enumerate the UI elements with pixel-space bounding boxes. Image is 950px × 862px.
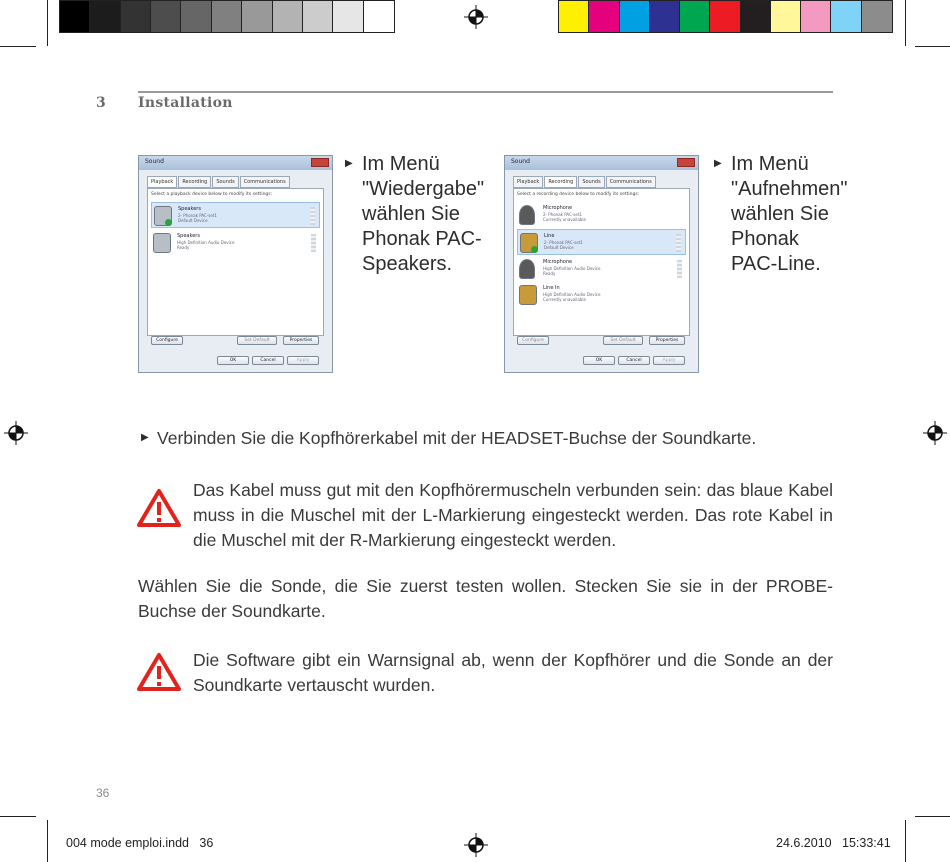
color-swatch — [650, 1, 680, 32]
crop-mark — [0, 816, 36, 817]
bullet-arrow-icon: ▶ — [141, 432, 149, 443]
grayscale-bar — [59, 0, 395, 33]
color-swatch — [151, 1, 181, 32]
callout-playback: Im Menü "Wiedergabe" wählen Sie Phonak PAC-Speakers. — [362, 153, 485, 275]
level-meter — [310, 207, 315, 225]
device-status: 2- Phonak PAC-set1 Default Device — [544, 240, 583, 250]
device-item — [517, 202, 686, 228]
page-number: 36 — [96, 786, 110, 800]
configure-button: Configure — [151, 336, 183, 345]
instruction-connect-headset: Verbinden Sie die Kopfhörerkabel mit der HEADSET-Buchse der Soundkarte. — [157, 428, 757, 448]
color-swatch — [831, 1, 861, 32]
chapter-number: 3 — [96, 95, 107, 111]
crop-mark — [915, 46, 950, 47]
color-swatch — [60, 1, 90, 32]
default-check-icon — [531, 246, 538, 253]
registration-mark-icon — [4, 421, 28, 445]
color-swatch — [771, 1, 801, 32]
registration-mark-icon — [464, 833, 488, 857]
device-item — [517, 256, 686, 282]
device-status: 2- Phonak PAC-set1 Currently unavailable — [543, 212, 586, 222]
cancel-button: Cancel — [618, 356, 650, 365]
cancel-button: Cancel — [252, 356, 284, 365]
warning-icon — [136, 488, 182, 528]
tab-recording: Recording — [178, 176, 211, 188]
warning-cable-text: Das Kabel muss gut mit den Kopfhörermuscheln verbunden sein: das blaue Kabel muss in die Muschel mit der L-Markierung eingesteckt werden. Das rote Kabel in die Muschel mit der R-Markierung eingesteckt werden. — [193, 480, 833, 550]
device-name: Microphone — [543, 205, 573, 211]
default-check-icon — [165, 219, 172, 226]
device-status: High Definition Audio Device Ready — [177, 240, 235, 250]
color-swatch — [862, 1, 892, 32]
device-item — [517, 282, 686, 308]
device-item — [517, 229, 686, 255]
configure-button: Configure — [517, 336, 549, 345]
color-swatch — [273, 1, 303, 32]
tab-recording: Recording — [544, 176, 577, 188]
color-bar — [558, 0, 893, 33]
callout-recording: Im Menü "Aufnehmen" wählen Sie Phonak PAC-Line. — [731, 153, 848, 275]
tab-bar — [147, 176, 290, 188]
bullet-arrow-icon: ▶ — [345, 158, 353, 169]
color-swatch — [181, 1, 211, 32]
color-swatch — [121, 1, 151, 32]
microphone-icon — [519, 259, 535, 279]
registration-mark-icon — [464, 5, 488, 29]
tab-playback: Playback — [513, 176, 543, 188]
level-meter — [677, 260, 682, 278]
window-titlebar — [505, 156, 698, 170]
crop-mark — [47, 820, 48, 862]
crop-mark — [905, 0, 906, 46]
color-swatch — [710, 1, 740, 32]
color-swatch — [242, 1, 272, 32]
tab-sounds: Sounds — [212, 176, 238, 188]
level-meter — [676, 234, 681, 252]
color-swatch — [589, 1, 619, 32]
registration-mark-icon — [923, 421, 947, 445]
screenshot-playback — [138, 155, 333, 373]
ok-button: OK — [583, 356, 615, 365]
color-swatch — [364, 1, 394, 32]
color-swatch — [741, 1, 771, 32]
color-swatch — [559, 1, 589, 32]
crop-mark — [0, 46, 36, 47]
set-default-button: Set Default — [237, 336, 277, 345]
slug-file-info: 004 mode emploi.indd 36 — [66, 836, 214, 850]
device-item — [151, 230, 320, 256]
slug-date-time: 24.6.2010 15:33:41 — [776, 836, 891, 850]
close-icon — [677, 158, 695, 167]
speaker-icon — [153, 233, 171, 253]
window-title: Sound — [145, 158, 164, 165]
device-status: 2- Phonak PAC-set1 Default Device — [178, 213, 217, 223]
color-swatch — [680, 1, 710, 32]
bullet-arrow-icon: ▶ — [714, 158, 722, 169]
microphone-icon — [519, 205, 535, 225]
device-item — [151, 202, 320, 228]
level-meter — [311, 234, 316, 252]
apply-button: Apply — [653, 356, 685, 365]
instruction-text: Select a playback device below to modify its settings: — [151, 192, 273, 197]
screenshot-recording — [504, 155, 699, 373]
crop-mark — [47, 0, 48, 46]
chapter-title: Installation — [138, 95, 233, 111]
tab-sounds: Sounds — [578, 176, 604, 188]
crop-mark — [915, 816, 950, 817]
tab-communications: Communications — [606, 176, 656, 188]
properties-button: Properties — [649, 336, 685, 345]
color-swatch — [303, 1, 333, 32]
color-swatch — [333, 1, 363, 32]
device-name: Line In — [543, 285, 560, 291]
tab-bar — [513, 176, 656, 188]
device-name: Line — [544, 233, 555, 239]
color-swatch — [212, 1, 242, 32]
tab-playback: Playback — [147, 176, 177, 188]
device-status: High Definition Audio Device Ready — [543, 266, 601, 276]
warning-swap-text: Die Software gibt ein Warnsignal ab, wenn der Kopfhörer und die Sonde an der Soundkarte vertauscht wurden. — [193, 650, 833, 695]
properties-button: Properties — [283, 336, 319, 345]
header-rule — [138, 91, 833, 93]
device-status: High Definition Audio Device Currently unavailable — [543, 292, 601, 302]
set-default-button: Set Default — [603, 336, 643, 345]
color-swatch — [801, 1, 831, 32]
window-titlebar — [139, 156, 332, 170]
warning-icon — [136, 652, 182, 692]
close-icon — [311, 158, 329, 167]
color-swatch — [90, 1, 120, 32]
tab-communications: Communications — [240, 176, 290, 188]
device-name: Microphone — [543, 259, 573, 265]
instruction-probe: Wählen Sie die Sonde, die Sie zuerst testen wollen. Stecken Sie sie in der PROBE-Buchse der Soundkarte. — [138, 576, 833, 621]
instruction-text: Select a recording device below to modify its settings: — [517, 192, 640, 197]
line-in-icon — [519, 285, 537, 305]
device-name: Speakers — [178, 206, 201, 212]
device-name: Speakers — [177, 233, 200, 239]
crop-mark — [905, 820, 906, 862]
window-title: Sound — [511, 158, 530, 165]
color-swatch — [620, 1, 650, 32]
apply-button: Apply — [287, 356, 319, 365]
ok-button: OK — [217, 356, 249, 365]
